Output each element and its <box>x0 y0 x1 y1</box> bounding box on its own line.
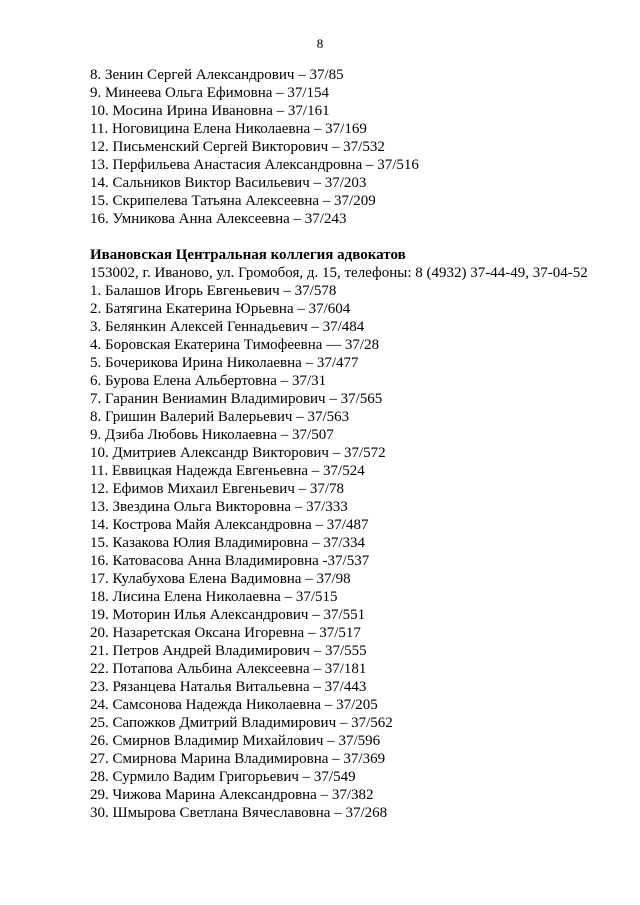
list-item: 12. Письменский Сергей Викторович – 37/532 <box>90 139 385 155</box>
list-item: 22. Потапова Альбина Алексеевна – 37/181 <box>90 661 367 677</box>
list-item: 15. Казакова Юлия Владимировна – 37/334 <box>90 535 366 551</box>
list-item: 5. Бочерикова Ирина Николаевна – 37/477 <box>90 355 359 371</box>
list-item: 19. Моторин Илья Александрович – 37/551 <box>90 607 366 623</box>
list-item: 21. Петров Андрей Владимирович – 37/555 <box>90 643 367 659</box>
list-item: 6. Бурова Елена Альбертовна – 37/31 <box>90 373 327 389</box>
list-item: 9. Минеева Ольга Ефимовна – 37/154 <box>90 85 330 101</box>
list-item: 30. Шмырова Светлана Вячеславовна – 37/268 <box>90 805 388 821</box>
organization-address: 153002, г. Иваново, ул. Громобоя, д. 15, телефоны: 8 (4932) 37-44-49, 37-04-52 <box>90 265 588 281</box>
list-item: 8. Гришин Валерий Валерьевич – 37/563 <box>90 409 350 425</box>
list-item: 2. Батягина Екатерина Юрьевна – 37/604 <box>90 301 351 317</box>
page-number: 8 <box>316 36 324 51</box>
list-item: 9. Дзиба Любовь Николаевна – 37/507 <box>90 427 334 443</box>
section-spacer <box>90 228 596 246</box>
list-item: 1. Балашов Игорь Евгеньевич – 37/578 <box>90 283 337 299</box>
list-item: 4. Боровская Екатерина Тимофеевна — 37/28 <box>90 337 380 353</box>
list-item: 10. Мосина Ирина Ивановна – 37/161 <box>90 103 330 119</box>
list-item: 26. Смирнов Владимир Михайлович – 37/596 <box>90 733 381 749</box>
list-item: 13. Звездина Ольга Викторовна – 37/333 <box>90 499 348 515</box>
list-item: 20. Назаретская Оксана Игоревна – 37/517 <box>90 625 361 641</box>
list-item: 12. Ефимов Михаил Евгеньевич – 37/78 <box>90 481 345 497</box>
list-item: 14. Сальников Виктор Васильевич – 37/203 <box>90 175 367 191</box>
organization-title: Ивановская Центральная коллегия адвокатов <box>90 247 406 263</box>
list-item: 25. Сапожков Дмитрий Владимирович – 37/562 <box>90 715 393 731</box>
list-item: 29. Чижова Марина Александровна – 37/382 <box>90 787 374 803</box>
list-item: 18. Лисина Елена Николаевна – 37/515 <box>90 589 338 605</box>
list-item: 11. Ноговицина Елена Николаевна – 37/169 <box>90 121 367 137</box>
list-item: 24. Самсонова Надежда Николаевна – 37/205 <box>90 697 378 713</box>
list-item: 28. Сурмило Вадим Григорьевич – 37/549 <box>90 769 356 785</box>
second-list <box>90 282 596 822</box>
list-item: 27. Смирнова Марина Владимировна – 37/369 <box>90 751 386 767</box>
list-item: 14. Кострова Майя Александровна – 37/487 <box>90 517 369 533</box>
list-item: 8. Зенин Сергей Александрович – 37/85 <box>90 67 344 83</box>
list-item: 13. Перфильева Анастасия Александровна – 37/516 <box>90 157 419 173</box>
list-item: 15. Скрипелева Татьяна Алексеевна – 37/209 <box>90 193 376 209</box>
list-item: 16. Умникова Анна Алексеевна – 37/243 <box>90 211 347 227</box>
list-item: 17. Кулабухова Елена Вадимовна – 37/98 <box>90 571 351 587</box>
list-item: 16. Катовасова Анна Владимировна -37/537 <box>90 553 370 569</box>
list-item: 23. Рязанцева Наталья Витальевна – 37/443 <box>90 679 367 695</box>
first-list <box>90 66 596 228</box>
list-item: 3. Белянкин Алексей Геннадьевич – 37/484 <box>90 319 365 335</box>
document-body <box>90 66 596 822</box>
list-item: 10. Дмитриев Александр Викторович – 37/572 <box>90 445 386 461</box>
list-item: 11. Еввицкая Надежда Евгеньевна – 37/524 <box>90 463 365 479</box>
list-item: 7. Гаранин Вениамин Владимирович – 37/565 <box>90 391 383 407</box>
